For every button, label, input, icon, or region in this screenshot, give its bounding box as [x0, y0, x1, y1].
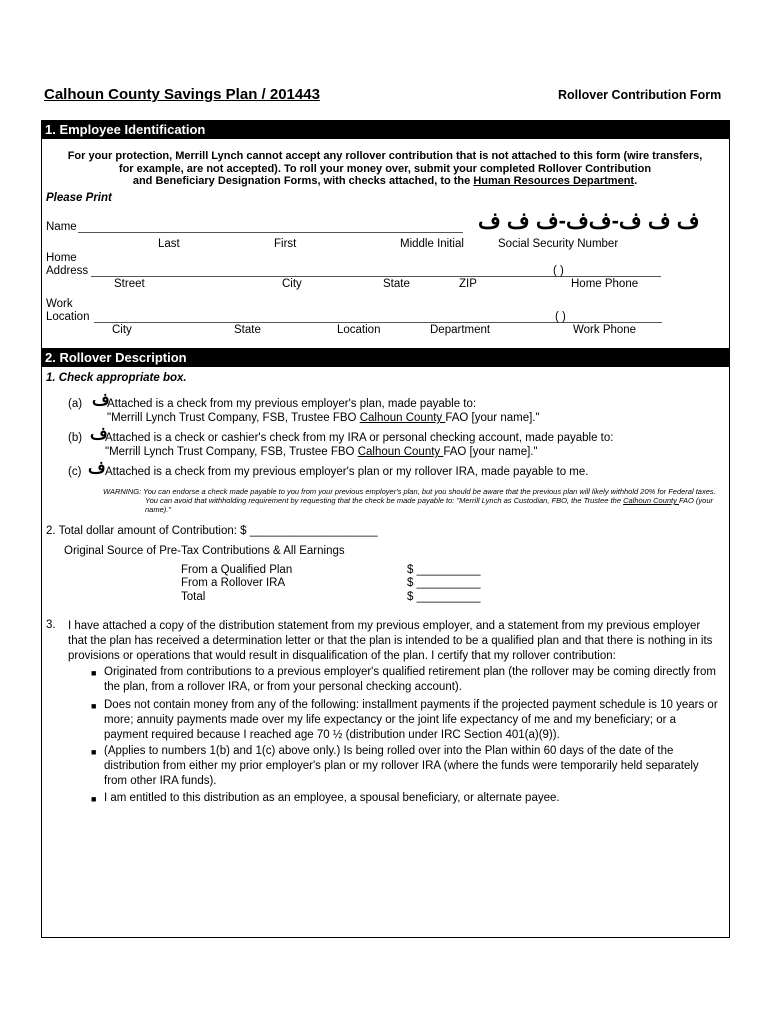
address-label: Address: [46, 265, 89, 277]
warning-line-3: name).": [145, 505, 172, 514]
option-a-payee-pre: "Merrill Lynch Trust Company, FSB, Trustee FBO: [107, 412, 360, 424]
section-rollover-description-heading: 2. Rollover Description: [41, 348, 730, 367]
option-a-checkbox[interactable]: ﻑ: [92, 390, 110, 409]
work-label: Work: [46, 298, 73, 310]
work-location-field[interactable]: [94, 322, 662, 323]
step-1-label: 1. Check appropriate box.: [46, 372, 187, 384]
step-3-certification: I have attached a copy of the distribution statement from my previous employer, and a statement from my previous employer that the plan has received a determination letter or that the plan is intended to be a qualified plan and that there is nothing in its provisions or operations that would result in disqualification of the plan. I certify that my rollover contribution:: [68, 620, 713, 662]
home-phone-caption: Home Phone: [571, 278, 639, 290]
hr-department-link: Human Resources Department: [473, 175, 635, 187]
withholding-warning: [103, 487, 723, 514]
warning-line-2-pre: You can avoid that withholding requirement by requesting that the check be made payable to: "Merrill Lynch as Custodian, FBO, the Trustee the: [145, 496, 624, 505]
first-name-caption: First: [274, 238, 297, 250]
option-b-label: (b): [68, 432, 83, 444]
option-b-payee: [105, 446, 538, 458]
bullet-icon: ■: [91, 794, 97, 804]
warning-line-2-post: FAO (your: [678, 496, 713, 505]
ssn-boxes[interactable]: ﻑ ﻑ ﻑ-ﻑﻑ-ﻑ ﻑ ﻑ: [478, 208, 700, 233]
department-caption: Department: [430, 324, 491, 336]
option-a-payee: [107, 412, 540, 424]
warning-line-2: [103, 496, 723, 505]
ssn-caption: Social Security Number: [498, 238, 619, 250]
certify-item-2: Does not contain money from any of the following: installment payments if the projected payment schedule is 10 years or more; annuity payments made over my life expectancy or the joint life expectancy of me and my beneficiary; or a payment required because I reached age 70 ½ (distribution under IRC Section 401(a)(9)).: [104, 699, 718, 741]
work-city-caption: City: [112, 324, 132, 336]
last-name-caption: Last: [158, 238, 180, 250]
warning-line-1: WARNING: You can endorse a check made payable to you from your previous employer's plan, but you should be aware that the previous plan will likely withhold 20% for Federal taxes.: [103, 487, 716, 496]
section-employee-identification-heading: 1. Employee Identification: [41, 120, 730, 139]
option-a-county: Calhoun County: [359, 412, 446, 424]
warning-county: Calhoun County: [623, 496, 679, 505]
location-label: Location: [46, 311, 90, 323]
certify-item-4: I am entitled to this distribution as an employee, a spousal beneficiary, or alternate payee.: [104, 792, 560, 804]
option-a-payee-post: FAO [your name].": [445, 412, 540, 424]
home-address-field[interactable]: [91, 276, 661, 277]
option-b-payee-post: FAO [your name].": [443, 446, 538, 458]
home-phone-area-code: ( ): [553, 265, 564, 277]
street-caption: Street: [114, 278, 145, 290]
total-amount-field[interactable]: $ __________: [407, 591, 481, 603]
home-city-caption: City: [282, 278, 302, 290]
home-label: Home: [46, 252, 77, 264]
form-name: Rollover Contribution Form: [558, 88, 722, 102]
notice-line-3-pre: and Beneficiary Designation Forms, with checks attached, to the: [132, 175, 474, 187]
qualified-plan-label: From a Qualified Plan: [181, 564, 293, 576]
bullet-icon: ■: [91, 668, 97, 678]
bullet-icon: ■: [91, 747, 97, 757]
option-b-county: Calhoun County: [357, 446, 444, 458]
notice-line-3-post: .: [634, 175, 638, 187]
step-3-number: 3.: [46, 619, 56, 631]
home-state-caption: State: [383, 278, 410, 290]
work-phone-area-code: ( ): [555, 311, 566, 323]
total-label: Total: [181, 591, 206, 603]
option-a-text: Attached is a check from my previous employer's plan, made payable to:: [107, 398, 477, 410]
option-b-checkbox[interactable]: ﻑ: [90, 424, 108, 443]
notice-line-1: For your protection, Merrill Lynch cannot accept any rollover contribution that is not attached to this form (wire transfers,: [67, 150, 703, 162]
option-a-label: (a): [68, 398, 83, 410]
option-c-text: Attached is a check from my previous employer's plan or my rollover IRA, made payable to me.: [105, 466, 589, 478]
rollover-ira-amount-field[interactable]: $ __________: [407, 577, 481, 589]
certify-item-1: Originated from contributions to a previous employer's qualified retirement plan (the rollover may be coming directly from the plan, from a rollover IRA, or from your personal checking account).: [104, 666, 716, 693]
option-c-label: (c): [68, 466, 82, 478]
rollover-ira-label: From a Rollover IRA: [181, 577, 286, 589]
work-phone-caption: Work Phone: [573, 324, 637, 336]
option-b-text: Attached is a check or cashier's check from my IRA or personal checking account, made payable to:: [105, 432, 614, 444]
certify-item-3: (Applies to numbers 1(b) and 1(c) above only.) Is being rolled over into the Plan within 60 days of the date of the distribution from either my prior employer's plan or my rollover IRA (where the funds were temporarily held separately from other IRA funds).: [104, 745, 699, 787]
form-title: Calhoun County Savings Plan / 201443: [44, 86, 320, 103]
option-b-payee-pre: "Merrill Lynch Trust Company, FSB, Trustee FBO: [105, 446, 358, 458]
zip-caption: ZIP: [459, 278, 477, 290]
qualified-plan-amount-field[interactable]: $ __________: [407, 564, 481, 576]
original-source-heading: Original Source of Pre-Tax Contributions & All Earnings: [64, 545, 345, 557]
middle-initial-caption: Middle Initial: [400, 238, 464, 250]
notice-line-3: [60, 175, 710, 188]
bullet-icon: ■: [91, 701, 97, 711]
work-state-caption: State: [234, 324, 261, 336]
please-print-label: Please Print: [46, 192, 112, 204]
total-contribution-field[interactable]: 2. Total dollar amount of Contribution: $ ____________________: [46, 525, 378, 537]
name-label: Name: [46, 221, 77, 233]
notice-line-2: for example, are not accepted). To roll your money over, submit your completed Rollover Contribution: [118, 162, 652, 175]
option-c-checkbox[interactable]: ﻑ: [88, 458, 106, 477]
protection-notice: [60, 150, 710, 188]
name-field[interactable]: [78, 232, 463, 233]
work-location-caption: Location: [337, 324, 381, 336]
